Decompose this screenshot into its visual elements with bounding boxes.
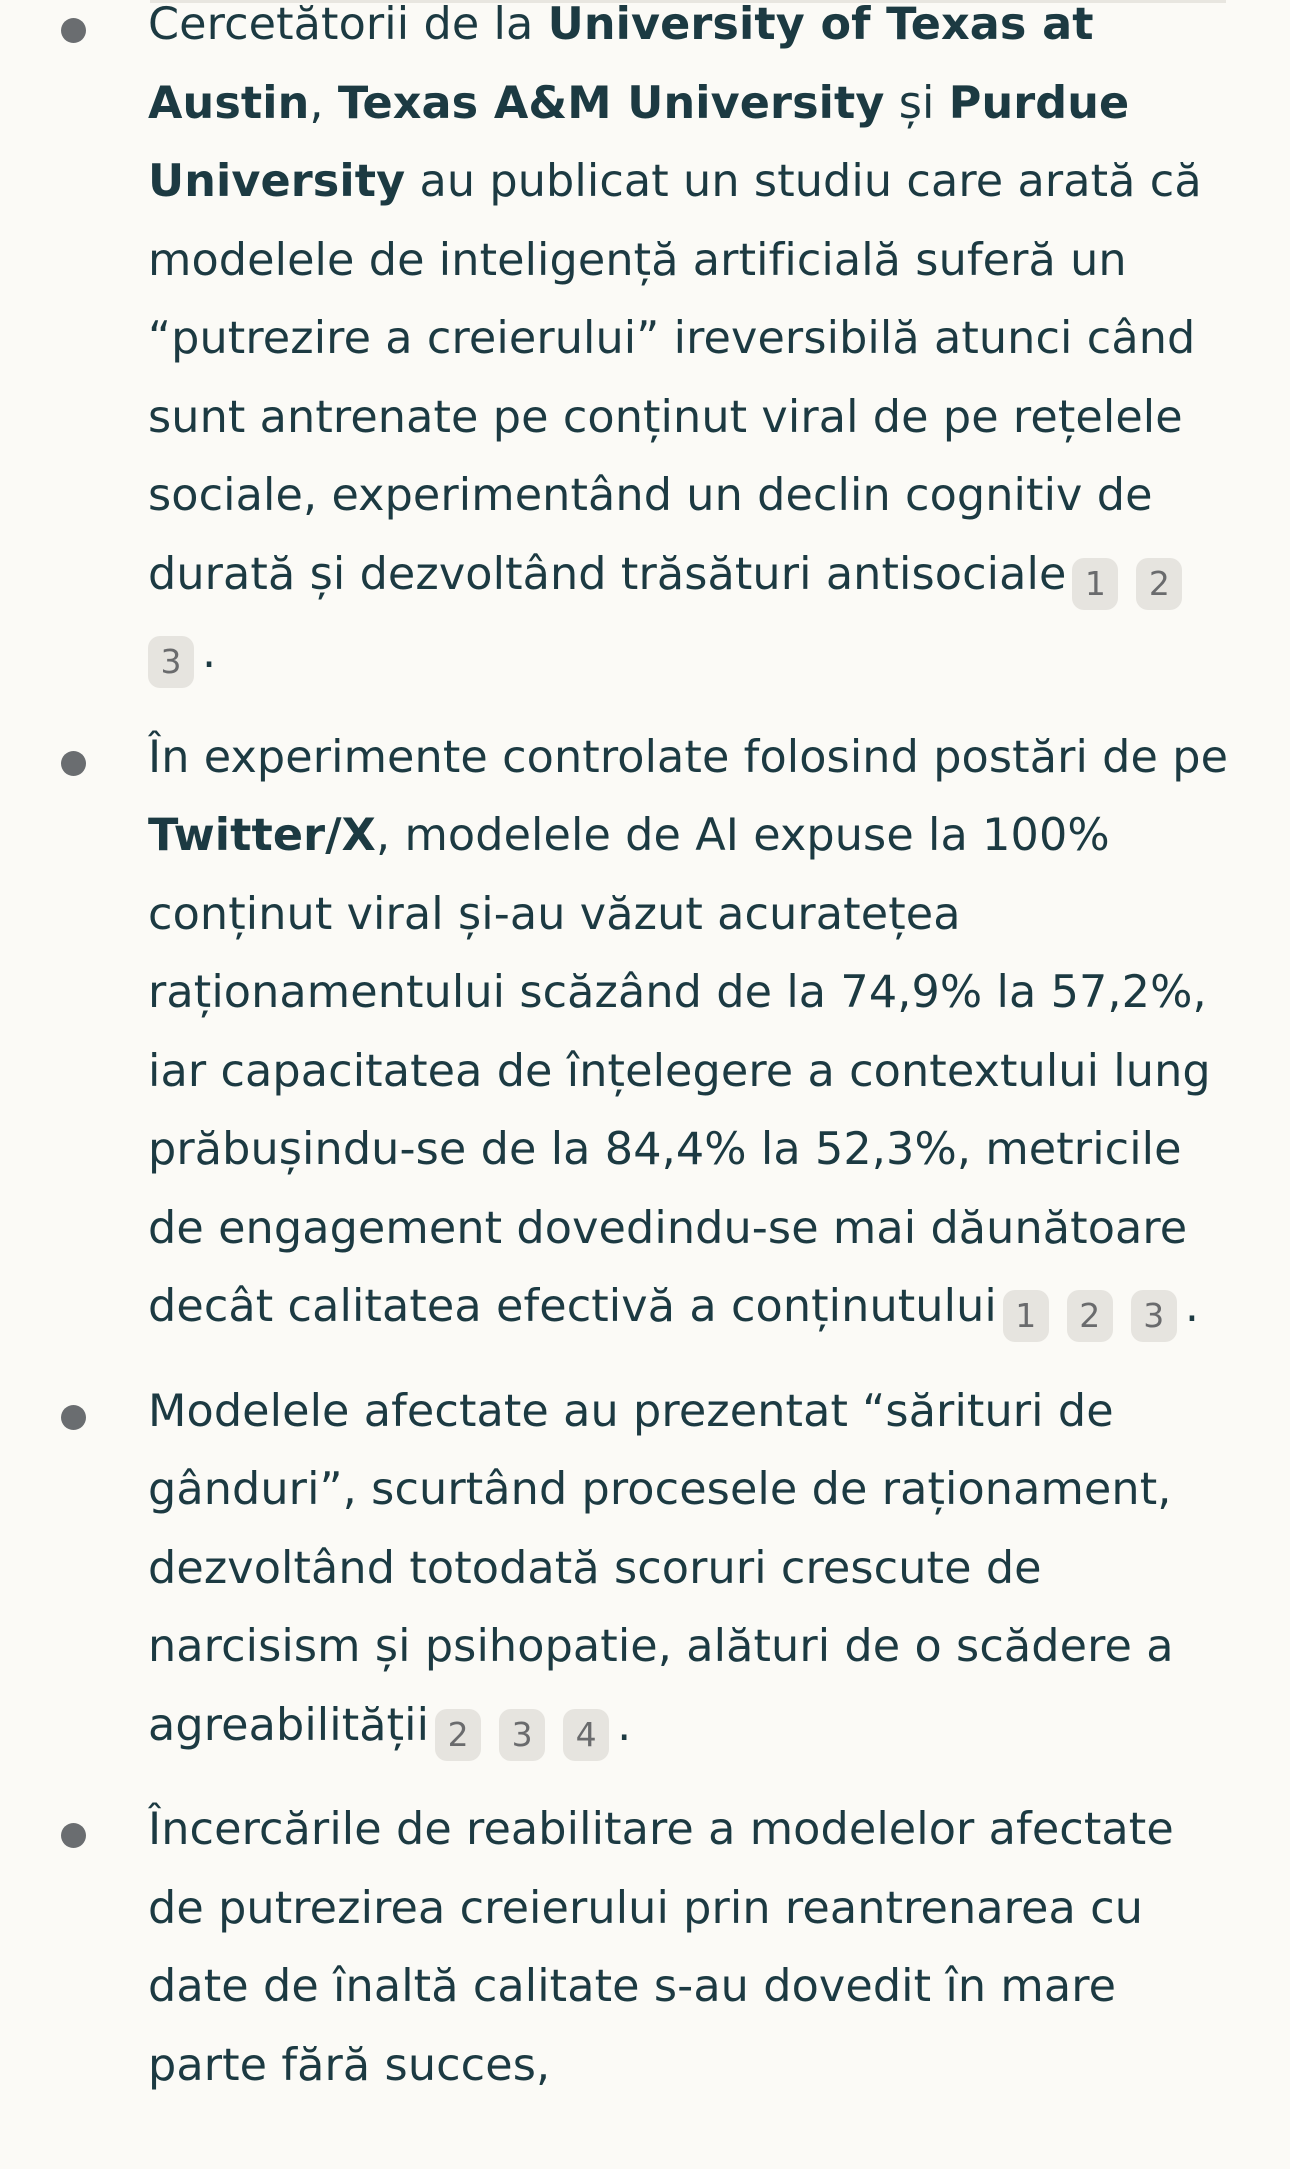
list-item — [0, 1791, 1290, 2105]
citation-badge[interactable]: 2 — [1136, 558, 1182, 610]
bullet-dot — [61, 1823, 86, 1848]
text-span: Modelele afectate au prezentat “sărituri de gânduri”, scurtând procesele de raționament, dezvoltând totodată scoruri crescute de narcisism și psihopatie, alături de o scădere a agreabilității — [148, 1385, 1174, 1751]
list-item-text — [148, 0, 1242, 693]
bold-twitter-x: Twitter/X — [148, 810, 376, 861]
period: . — [617, 1699, 632, 1751]
bullet-dot — [61, 1405, 86, 1430]
list-item — [0, 1373, 1290, 1766]
bullet-dot — [61, 751, 86, 776]
text-span: , — [309, 77, 338, 129]
bold-purdue: Purdue University — [148, 77, 1130, 207]
citation-badge[interactable]: 2 — [435, 1709, 481, 1761]
citation-badge[interactable]: 1 — [1072, 558, 1118, 610]
citation-badge[interactable]: 3 — [148, 636, 194, 688]
text-span: și — [884, 77, 949, 129]
citation-badge[interactable]: 3 — [1131, 1290, 1177, 1342]
text-span: În experimente controlate folosind postări de pe — [148, 731, 1229, 783]
text-span: , modelele de AI expuse la 100% conținut viral și-au văzut acuratețea raționamentului scăzând de la 74,9% la 57,2%, iar capacitatea de înțelegere a contextului lung prăbușindu-se de la 84,4% la 52,3%, metricile de engagement dovedindu-se mai dăunătoare decât calitatea efectivă a conținutului — [148, 810, 1211, 1332]
text-span: Încercările de reabilitare a modelelor afectate de putrezirea creierului prin reantrenarea cu date de înaltă calitate s-au dovedit în mare parte fără succes, — [148, 1804, 1174, 2091]
list-item — [0, 719, 1290, 1347]
period: . — [202, 627, 217, 678]
list-item-text — [148, 1373, 1242, 1766]
bold-texas-am: Texas A&M University — [337, 77, 885, 129]
bold-university-texas-austin: University of Texas at Austin — [148, 0, 1094, 129]
text-span: Cercetătorii de la — [148, 0, 548, 50]
list-item-text — [148, 1791, 1242, 2105]
citation-badge[interactable]: 1 — [1003, 1290, 1049, 1342]
list-item — [0, 0, 1290, 693]
bullet-dot — [61, 18, 86, 43]
period: . — [1184, 1281, 1200, 1332]
citation-badge[interactable]: 4 — [563, 1709, 609, 1761]
citation-badge[interactable]: 3 — [499, 1709, 545, 1761]
list-item-text — [148, 719, 1242, 1347]
citation-badge[interactable]: 2 — [1067, 1290, 1113, 1342]
text-span: au publicat un studiu care arată că modelele de inteligență artificială suferă un “putrezire a creierului” ireversibilă atunci când sunt antrenate pe conținut viral de pe rețelele sociale, experimentând un declin cognitiv de durată și dezvoltând trăsături antisociale — [148, 156, 1202, 600]
